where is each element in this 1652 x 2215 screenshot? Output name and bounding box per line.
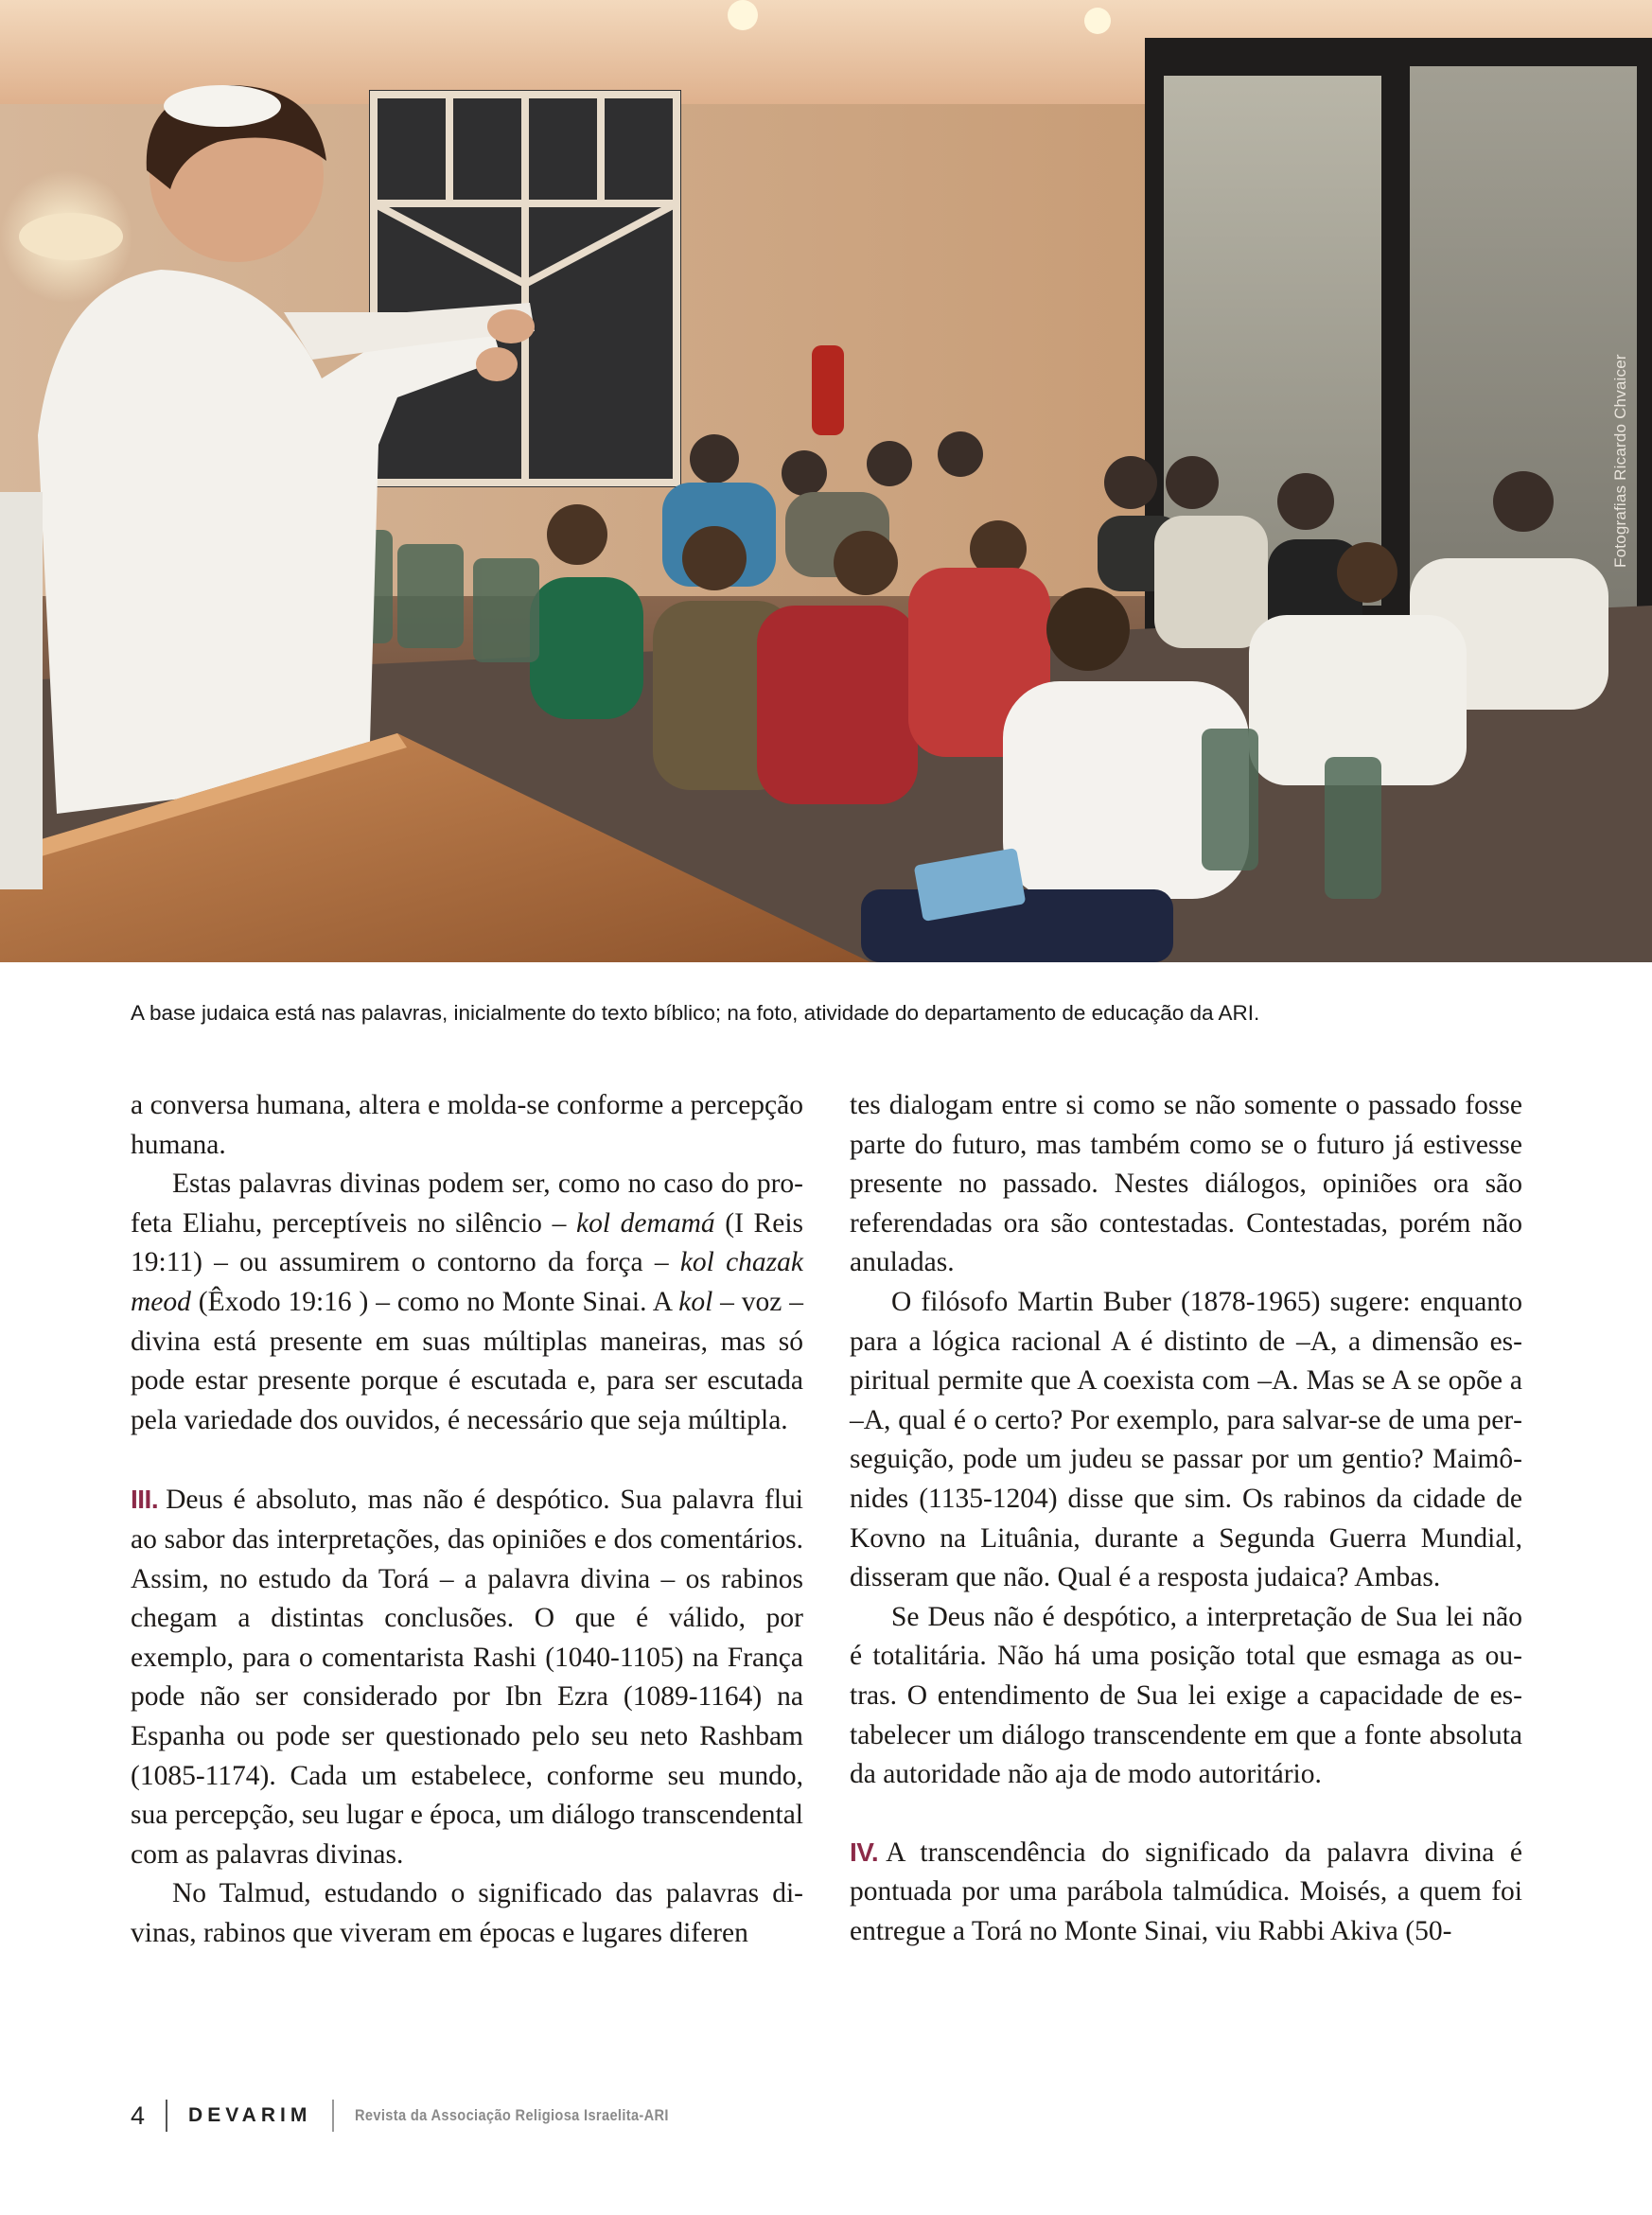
section-iv: [850, 1833, 1522, 1952]
section-numeral: IV.: [850, 1837, 879, 1867]
text-run: (Êxodo 19:16 ) – como no Monte Sinai. A: [190, 1286, 679, 1317]
paragraph: a conversa humana, altera e molda-se conforme a percepção humana.: [131, 1090, 803, 1160]
text-run: (I Reis 19:11) – ou assumirem o contorno da força –: [131, 1207, 804, 1278]
italic-term: kol: [678, 1286, 713, 1317]
italic-term: kol chazak meod: [131, 1247, 803, 1317]
text-run: – voz – divina está presente em suas múltiplas maneiras, mas só pode estar presente porque é escutada e, para ser escutada pela variedade dos ouvidos, é necessário que seja múltipla.: [131, 1286, 803, 1435]
paragraph-eliahu: [131, 1165, 803, 1440]
article-column-right: [850, 1086, 1522, 1951]
paragraph: Se Deus não é despótico, a interpretação de Sua lei não é totalitária. Não há uma posição total que esmaga as outras. O entendimento de Sua lei exige a capacidade de estabelecer um diálogo transcendente em que a fonte absoluta da autoridade não aja de modo autoritário.: [850, 1601, 1522, 1790]
photo-credit: Fotografias Ricardo Chvaicer: [1611, 354, 1629, 568]
article-column-left: [131, 1086, 803, 1953]
section-numeral: III.: [131, 1485, 159, 1515]
classroom-photo-illustration: [0, 0, 1652, 962]
section-text: A transcendência do significado da palavra divina é pontuada por uma parábola talmúdica. Moisés, a quem foi entregue a Torá no Monte Sinai, viu Rabbi Akiva (50-: [850, 1837, 1522, 1946]
page-number: 4: [131, 2101, 146, 2130]
paragraph-buber: O filósofo Martin Buber (1878-1965) sugere: enquanto para a lógica racional A é distinto de –A, a dimensão espiritual permite que A coexista com –A. Mas se A se opõe a –A, qual é o certo? Por exemplo, para salvar-se de uma perseguição, pode um judeu se passar por um gentio? Maimônides (1135-1204) disse que sim. Os rabinos da cidade de Kovno na Lituânia, durante a Segunda Guerra Mundial, disseram que não. Qual é a resposta judaica? Ambas.: [850, 1286, 1522, 1593]
paragraph: No Talmud, estudando o significado das palavras divinas, rabinos que viveram em épocas e lugares diferen: [131, 1878, 803, 1948]
italic-term: kol demamá: [575, 1207, 715, 1239]
text-run: Estas palavras divinas podem ser, como no caso do profeta Eliahu, perceptíveis no silêncio –: [131, 1169, 803, 1239]
photo-caption: A base judaica está nas palavras, inicialmente do texto bíblico; na foto, atividade do departamento de educação da ARI.: [131, 1001, 1260, 1025]
section-text: Deus é absoluto, mas não é despótico. Sua palavra flui ao sabor das interpretações, das opiniões e dos comentários. Assim, no estudo da Torá – a palavra divina – os rabinos chegam a distintas conclusões. O que é válido, por exemplo, para o comentarista Rashi (1040-1105) na França pode não ser considerado por Ibn Ezra (1089-1164) na Espanha ou pode ser questionado pelo seu neto Rashbam (1085-1174). Cada um estabelece, conforme seu mundo, sua percepção, seu lugar e época, um diálogo transcendental com as palavras divinas.: [131, 1485, 803, 1870]
classroom-photo: [0, 0, 1652, 962]
section-iii: [131, 1480, 803, 1874]
page-footer: [131, 2097, 720, 2135]
footer-divider: [166, 2100, 167, 2132]
paragraph: tes dialogam entre si como se não somente o passado fosse parte do futuro, mas também como se o futuro já estivesse presente no passado. Nestes diálogos, opiniões ora são referendadas ora são contestadas. Contestadas, porém não anuladas.: [850, 1090, 1522, 1278]
magazine-name: DEVARIM: [188, 2104, 312, 2126]
magazine-subtitle: Revista da Associação Religiosa Israelita-ARI: [355, 2106, 670, 2124]
footer-divider: [332, 2100, 334, 2132]
